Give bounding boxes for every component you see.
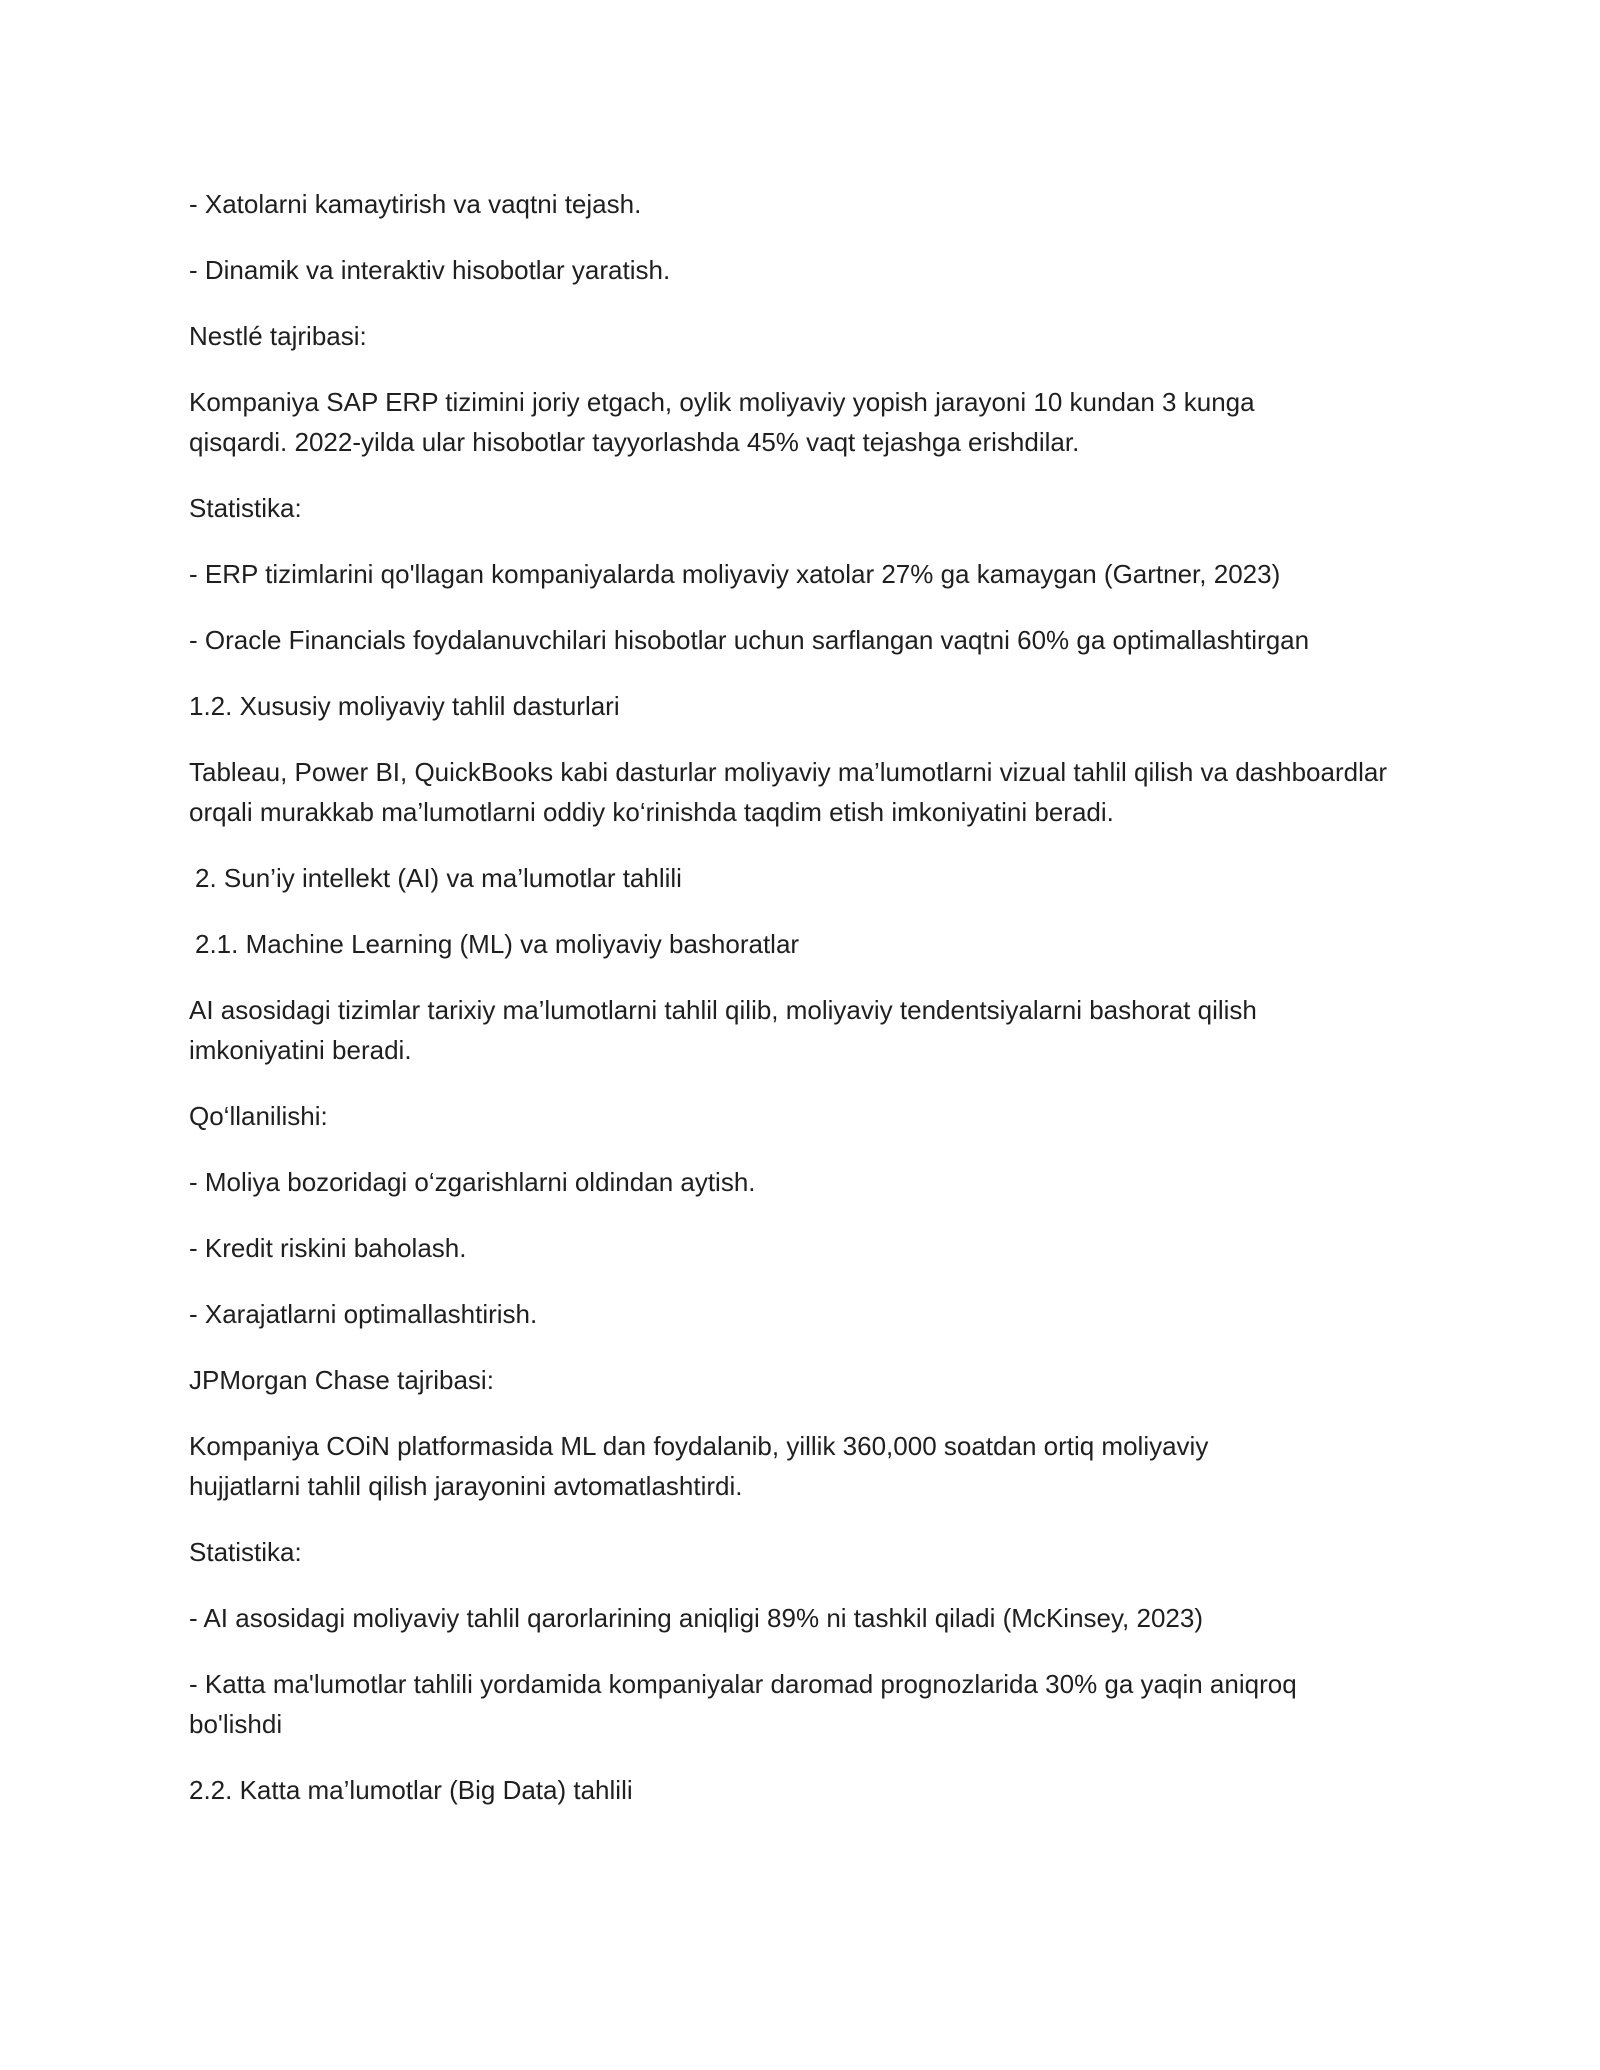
body-paragraph: Tableau, Power BI, QuickBooks kabi dasturlar moliyaviy ma’lumotlarni vizual tahlil qilish va dashboardlar orqali murakkab ma’lumotlarni oddiy ko‘rinishda taqdim etish imkoniyatini beradi. [189,757,1387,827]
section-heading: 1.2. Xususiy moliyaviy tahlil dasturlari [189,691,620,721]
case-heading: JPMorgan Chase tajribasi: [189,1365,494,1395]
case-heading: Nestlé tajribasi: [189,321,367,351]
subsection-heading: 2.2. Katta ma’lumotlar (Big Data) tahlili [189,1775,633,1805]
body-paragraph: Kompaniya SAP ERP tizimini joriy etgach, oylik moliyaviy yopish jarayoni 10 kundan 3 kunga qisqardi. 2022-yilda ular hisobotlar tayyorlashda 45% vaqt tejashga erishdilar. [189,387,1255,457]
bullet-paragraph: - AI asosidagi moliyaviy tahlil qarorlarining aniqligi 89% ni tashkil qiladi (McKinsey, 2023) [189,1603,1203,1633]
section-heading: 2. Sun’iy intellekt (AI) va ma’lumotlar tahlili [195,863,682,893]
bullet-paragraph: - Xatolarni kamaytirish va vaqtni tejash. [189,189,642,219]
usage-heading: Qo‘llanilishi: [189,1101,328,1131]
bullet-paragraph: - Kredit riskini baholash. [189,1233,467,1263]
statistics-heading: Statistika: [189,1537,302,1567]
bullet-paragraph: - Moliya bozoridagi o‘zgarishlarni oldindan aytish. [189,1167,756,1197]
bullet-paragraph: - Katta ma'lumotlar tahlili yordamida kompaniyalar daromad prognozlarida 30% ga yaqin aniqroq bo'lishdi [189,1669,1297,1739]
bullet-paragraph: - Oracle Financials foydalanuvchilari hisobotlar uchun sarflangan vaqtni 60% ga optimallashtirgan [189,625,1310,655]
document-body [189,184,1429,1836]
subsection-heading: 2.1. Machine Learning (ML) va moliyaviy bashoratlar [195,929,800,959]
bullet-paragraph: - ERP tizimlarini qo'llagan kompaniyalarda moliyaviy xatolar 27% ga kamaygan (Gartner, 2023) [189,559,1281,589]
bullet-paragraph: - Xarajatlarni optimallashtirish. [189,1299,538,1329]
body-paragraph: AI asosidagi tizimlar tarixiy ma’lumotlarni tahlil qilib, moliyaviy tendentsiyalarni bashorat qilish imkoniyatini beradi. [189,995,1257,1065]
statistics-heading: Statistika: [189,493,302,523]
body-paragraph: Kompaniya COiN platformasida ML dan foydalanib, yillik 360,000 soatdan ortiq moliyaviy hujjatlarni tahlil qilish jarayonini avtomatlashtirdi. [189,1431,1209,1501]
bullet-paragraph: - Dinamik va interaktiv hisobotlar yaratish. [189,255,671,285]
